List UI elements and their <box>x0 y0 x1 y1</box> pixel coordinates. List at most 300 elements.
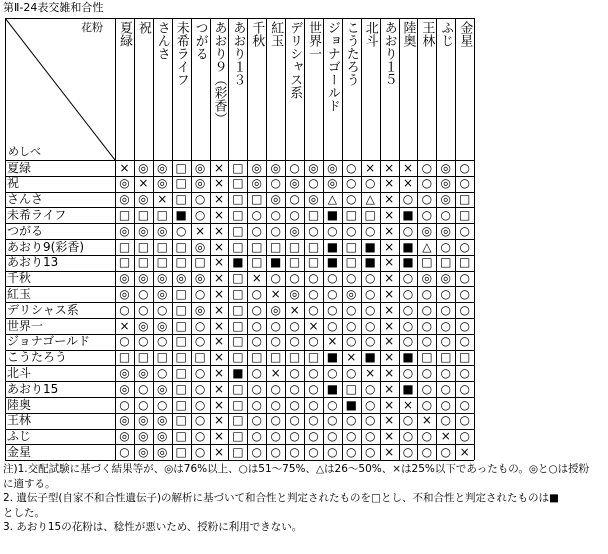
table-cell: ◎ <box>327 176 338 191</box>
table-cell: ◎ <box>157 444 168 459</box>
table-cell: × <box>213 160 225 175</box>
table-cell: ◎ <box>327 160 338 175</box>
table-cell: □ <box>175 381 187 396</box>
table-cell: ■ <box>364 350 376 365</box>
table-cell: □ <box>459 350 471 365</box>
table-cell: × <box>213 334 225 349</box>
table-cell: □ <box>118 255 131 270</box>
table-cell: □ <box>175 334 187 349</box>
table-cell: ○ <box>346 429 357 444</box>
table-cell: ○ <box>402 429 414 444</box>
table-cell: ○ <box>440 334 452 349</box>
table-cell: ◎ <box>289 286 300 301</box>
table-cell: × <box>119 160 130 175</box>
table-cell: ○ <box>251 334 263 349</box>
table-cell: □ <box>232 381 244 396</box>
column-header: 千秋 <box>249 21 265 47</box>
table-cell: ○ <box>194 429 206 444</box>
table-cell: ○ <box>421 207 433 222</box>
table-cell: ◎ <box>138 192 149 207</box>
table-cell: ○ <box>194 192 206 207</box>
table-cell: ◎ <box>138 160 149 175</box>
table-cell: ○ <box>270 413 281 428</box>
table-cell: ○ <box>138 381 149 396</box>
table-cell: ○ <box>251 397 263 412</box>
row-label: ジョナゴールド <box>7 334 91 349</box>
table-cell: × <box>270 365 281 380</box>
table-cell: ○ <box>289 334 300 349</box>
table-cell: ○ <box>440 397 452 412</box>
table-cell: ○ <box>270 334 281 349</box>
table-cell: □ <box>459 192 471 207</box>
table-cell: ○ <box>459 413 470 428</box>
row-label: 世界一 <box>7 318 44 333</box>
table-cell: × <box>384 334 395 349</box>
table-cell: ○ <box>440 302 452 317</box>
table-cell: × <box>384 350 395 365</box>
table-cell: ○ <box>270 318 281 333</box>
table-cell: □ <box>175 429 187 444</box>
table-cell: × <box>384 192 395 207</box>
note-line: 2. 遺伝子型(自家不和合性遺伝子)の解析に基づいて和合性と判定されたものを□とし、不和合性と判定されたものは■ <box>3 492 559 505</box>
table-cell: × <box>213 286 225 301</box>
table-cell: × <box>402 176 414 191</box>
table-cell: ◎ <box>346 286 357 301</box>
table-cell: ○ <box>459 286 470 301</box>
table-cell: × <box>213 255 225 270</box>
table-cell: ○ <box>289 429 300 444</box>
table-cell: ○ <box>364 302 376 317</box>
table-cell: × <box>213 365 225 380</box>
table-cell: ■ <box>402 207 414 222</box>
table-cell: □ <box>345 239 357 254</box>
table-cell: ○ <box>308 334 319 349</box>
table-cell: □ <box>307 350 320 365</box>
table-cell: ○ <box>308 381 319 396</box>
table-cell: ○ <box>194 365 206 380</box>
table-cell: ○ <box>346 318 357 333</box>
table-cell: ◎ <box>194 239 206 254</box>
table-cell: ○ <box>308 397 319 412</box>
table-cell: ○ <box>459 176 470 191</box>
table-cell: × <box>213 192 225 207</box>
table-cell: ○ <box>459 381 470 396</box>
note-line: に適する。 <box>3 477 56 490</box>
table-cell: ■ <box>232 255 244 270</box>
table-cell: ○ <box>402 286 414 301</box>
column-header: デリシャス系 <box>287 21 303 99</box>
table-cell: × <box>440 429 451 444</box>
table-cell: □ <box>175 176 187 191</box>
table-cell: ○ <box>364 286 376 301</box>
table-cell: □ <box>421 350 433 365</box>
table-cell: □ <box>270 239 282 254</box>
table-cell: ○ <box>289 381 300 396</box>
table-cell: □ <box>345 255 357 270</box>
table-cell: ■ <box>402 239 414 254</box>
table-cell: ◎ <box>157 429 168 444</box>
table-cell: ○ <box>289 160 300 175</box>
table-cell: ◎ <box>308 160 319 175</box>
table-cell: □ <box>307 207 320 222</box>
table-cell: ◎ <box>157 286 168 301</box>
table-cell: ○ <box>346 176 357 191</box>
table-cell: ◎ <box>138 223 149 238</box>
row-label: 夏緑 <box>7 160 32 175</box>
table-cell: ○ <box>308 271 319 286</box>
table-cell: ■ <box>364 255 376 270</box>
table-cell: × <box>384 207 395 222</box>
table-cell: □ <box>156 207 168 222</box>
table-cell: □ <box>232 302 244 317</box>
table-cell: ○ <box>270 397 281 412</box>
table-cell: ◎ <box>440 223 452 238</box>
table-cell: ○ <box>251 429 263 444</box>
table-cell: × <box>365 160 376 175</box>
table-cell: □ <box>307 239 320 254</box>
table-cell: × <box>213 413 225 428</box>
table-cell: ○ <box>459 318 470 333</box>
table-cell: ○ <box>421 444 433 459</box>
table-cell: ○ <box>270 444 281 459</box>
table-cell: ○ <box>289 397 300 412</box>
table-cell: □ <box>232 176 244 191</box>
table-cell: □ <box>251 239 263 254</box>
table-cell: ○ <box>440 207 452 222</box>
row-label: 北斗 <box>7 365 32 380</box>
table-cell: ○ <box>440 413 452 428</box>
table-cell: × <box>384 255 395 270</box>
table-cell: × <box>213 318 225 333</box>
row-label: ふじ <box>7 429 32 444</box>
table-cell: ○ <box>194 397 206 412</box>
table-cell: □ <box>232 286 244 301</box>
table-cell: ○ <box>421 365 433 380</box>
table-cell: ○ <box>194 413 206 428</box>
table-cell: □ <box>232 350 244 365</box>
table-cell: × <box>459 444 470 459</box>
table-cell: □ <box>175 444 187 459</box>
table-cell: ◎ <box>194 271 206 286</box>
table-cell: ◎ <box>289 176 300 191</box>
table-cell: ◎ <box>119 286 130 301</box>
table-cell: ○ <box>327 365 338 380</box>
table-cell: ○ <box>308 429 319 444</box>
table-cell: ○ <box>346 223 357 238</box>
table-cell: ○ <box>289 318 300 333</box>
table-cell: □ <box>175 365 187 380</box>
table-cell: ◎ <box>157 381 168 396</box>
table-cell: ◎ <box>251 160 263 175</box>
table-cell: □ <box>345 381 357 396</box>
table-cell: ○ <box>421 176 433 191</box>
table-cell: ○ <box>440 381 452 396</box>
table-cell: □ <box>118 239 131 254</box>
table-cell: ○ <box>346 302 357 317</box>
table-cell: ○ <box>440 365 452 380</box>
table-cell: ○ <box>308 302 319 317</box>
column-header: 王林 <box>419 21 435 47</box>
table-cell: ○ <box>402 302 414 317</box>
row-label: 金星 <box>7 444 32 459</box>
table-cell: ◎ <box>138 271 149 286</box>
table-cell: ○ <box>459 397 470 412</box>
table-cell: × <box>157 192 168 207</box>
table-cell: ◎ <box>157 271 168 286</box>
table-cell: ■ <box>326 207 339 222</box>
table-cell: □ <box>156 255 168 270</box>
table-cell: ○ <box>346 334 357 349</box>
table-cell: ○ <box>327 397 338 412</box>
row-label: さんさ <box>7 192 44 207</box>
table-cell: □ <box>194 350 206 365</box>
table-cell: ■ <box>402 255 414 270</box>
table-cell: □ <box>137 239 150 254</box>
table-cell: × <box>213 223 225 238</box>
corner-label-pollen: 花粉 <box>81 21 103 34</box>
table-cell: × <box>384 429 395 444</box>
table-cell: × <box>384 302 395 317</box>
corner-label-pistil: めしべ <box>8 145 41 158</box>
table-cell: × <box>384 381 395 396</box>
table-cell: ◎ <box>270 160 281 175</box>
table-cell: ○ <box>459 334 470 349</box>
table-cell: ○ <box>421 286 433 301</box>
table-cell: ■ <box>402 350 414 365</box>
table-cell: ○ <box>251 286 263 301</box>
table-cell: ◎ <box>270 302 281 317</box>
column-header: 紅玉 <box>268 21 284 47</box>
table-cell: ◎ <box>440 160 452 175</box>
table-cell: □ <box>232 239 244 254</box>
column-header: あおり９（彩香） <box>211 21 227 125</box>
table-cell: ○ <box>459 365 470 380</box>
row-label: 紅玉 <box>7 286 32 301</box>
table-cell: □ <box>232 207 244 222</box>
table-cell: × <box>213 397 225 412</box>
table-cell: ○ <box>327 429 338 444</box>
table-cell: ◎ <box>157 160 168 175</box>
table-cell: ○ <box>364 397 376 412</box>
table-cell: ○ <box>327 286 338 301</box>
table-cell: □ <box>270 350 282 365</box>
table-cell: ○ <box>364 444 376 459</box>
table-cell: ○ <box>270 223 281 238</box>
table-cell: ○ <box>440 444 452 459</box>
table-cell: □ <box>118 350 131 365</box>
table-cell: ○ <box>327 271 338 286</box>
table-cell: ○ <box>402 271 414 286</box>
table-cell: × <box>213 302 225 317</box>
table-cell: ○ <box>251 444 263 459</box>
table-cell: × <box>346 350 357 365</box>
table-cell: ○ <box>119 302 130 317</box>
table-cell: ◎ <box>270 192 281 207</box>
column-header: さんさ <box>154 21 170 60</box>
table-cell: □ <box>232 429 244 444</box>
table-cell: □ <box>175 318 187 333</box>
table-cell: × <box>384 397 395 412</box>
table-cell: ○ <box>157 302 168 317</box>
row-label: 千秋 <box>7 271 32 286</box>
column-header: 祝 <box>135 21 151 34</box>
table-cell: □ <box>232 192 244 207</box>
table-cell: □ <box>232 271 244 286</box>
table-cell: ○ <box>119 397 130 412</box>
table-cell: ○ <box>289 365 300 380</box>
table-cell: □ <box>345 207 357 222</box>
table-cell: □ <box>137 207 150 222</box>
column-header: あおり１３ <box>230 21 246 86</box>
table-cell: ○ <box>175 223 187 238</box>
table-cell: ◎ <box>119 413 130 428</box>
table-cell: ○ <box>194 207 206 222</box>
row-label: つがる <box>7 223 44 238</box>
table-cell: □ <box>307 255 320 270</box>
row-label: あおり15 <box>7 381 59 396</box>
table-cell: ○ <box>346 192 357 207</box>
table-cell: × <box>402 397 414 412</box>
table-cell: × <box>384 176 395 191</box>
table-cell: ○ <box>194 381 206 396</box>
row-label: デリシャス系 <box>7 302 79 317</box>
table-cell: □ <box>175 192 187 207</box>
table-cell: ○ <box>138 397 149 412</box>
table-cell: □ <box>232 223 244 238</box>
table-cell: ○ <box>364 334 376 349</box>
table-cell: ○ <box>421 160 433 175</box>
table-cell: ○ <box>402 318 414 333</box>
table-cell: × <box>270 286 281 301</box>
table-cell: □ <box>440 350 452 365</box>
table-cell: × <box>213 381 225 396</box>
table-cell: ○ <box>270 176 281 191</box>
table-cell: ◎ <box>440 176 452 191</box>
table-cell: ○ <box>157 397 168 412</box>
table-cell: ○ <box>327 223 338 238</box>
table-cell: ◎ <box>157 223 168 238</box>
table-cell: × <box>384 160 395 175</box>
table-cell: ○ <box>270 429 281 444</box>
table-cell: ■ <box>326 381 339 396</box>
column-header: 北斗 <box>362 21 378 47</box>
table-cell: ○ <box>402 444 414 459</box>
table-cell: ○ <box>364 176 376 191</box>
table-cell: □ <box>156 239 168 254</box>
table-cell: ○ <box>327 444 338 459</box>
corner-diagonal <box>5 18 115 160</box>
table-cell: ◎ <box>440 192 452 207</box>
table-cell: ○ <box>364 413 376 428</box>
table-cell: □ <box>251 192 263 207</box>
table-cell: ○ <box>194 334 206 349</box>
table-cell: ○ <box>346 413 357 428</box>
row-label: あおり9(彩香) <box>7 239 84 254</box>
table-cell: ◎ <box>138 318 149 333</box>
table-cell: ○ <box>327 302 338 317</box>
table-cell: ○ <box>459 223 470 238</box>
table-cell: ○ <box>194 286 206 301</box>
table-cell: ○ <box>289 413 300 428</box>
table-cell: ◎ <box>119 365 130 380</box>
table-cell: ○ <box>364 271 376 286</box>
note-line: とした。 <box>3 506 45 519</box>
table-cell: □ <box>175 350 187 365</box>
table-cell: ○ <box>194 318 206 333</box>
table-cell: ○ <box>157 365 168 380</box>
table-title: 第Ⅱ-24表交雑和合性 <box>3 1 104 14</box>
table-cell: ○ <box>421 192 433 207</box>
table-cell: ○ <box>421 397 433 412</box>
table-cell: ◎ <box>175 271 187 286</box>
row-label: 未希ライフ <box>7 207 67 222</box>
table-cell: ◎ <box>194 176 206 191</box>
table-cell: ○ <box>459 160 470 175</box>
table-cell: ○ <box>289 207 300 222</box>
column-header: 世界一 <box>306 21 321 60</box>
table-cell: □ <box>194 255 206 270</box>
table-cell: ◎ <box>119 429 130 444</box>
table-cell: ○ <box>364 381 376 396</box>
table-cell: △ <box>422 239 432 254</box>
column-header: つがる <box>192 21 208 60</box>
table-cell: ■ <box>326 239 339 254</box>
table-cell: ◎ <box>421 271 433 286</box>
table-cell: ○ <box>157 334 168 349</box>
table-cell: ◎ <box>119 381 130 396</box>
column-header: 陸奥 <box>400 21 416 47</box>
table-cell: □ <box>175 239 187 254</box>
table-cell: × <box>213 271 225 286</box>
table-cell: ○ <box>251 318 263 333</box>
table-cell: ○ <box>194 444 206 459</box>
table-cell: × <box>421 413 432 428</box>
table-cell: □ <box>288 239 301 254</box>
table-cell: ○ <box>119 444 130 459</box>
table-cell: × <box>384 365 395 380</box>
table-cell: × <box>251 271 262 286</box>
table-cell: ○ <box>308 413 319 428</box>
table-cell: × <box>195 223 206 238</box>
table-cell: × <box>138 176 149 191</box>
table-cell: □ <box>175 302 187 317</box>
table-cell: □ <box>232 334 244 349</box>
column-header: 金星 <box>457 21 473 47</box>
table-cell: × <box>384 444 395 459</box>
table-cell: ○ <box>346 444 357 459</box>
table-cell: □ <box>175 286 187 301</box>
table-cell: × <box>384 271 395 286</box>
table-cell: ◎ <box>119 176 130 191</box>
table-cell: ○ <box>346 365 357 380</box>
table-cell: ◎ <box>421 223 433 238</box>
table-cell: ■ <box>326 350 339 365</box>
table-cell: ○ <box>364 318 376 333</box>
table-cell: × <box>308 318 319 333</box>
column-header: 未希ライフ <box>173 21 189 86</box>
grid-vline <box>474 18 475 460</box>
column-header: こうたろう <box>343 21 359 86</box>
table-cell: ◎ <box>194 160 206 175</box>
table-cell: □ <box>288 255 301 270</box>
note-line: 注)1.交配試験に基づく結果等が、◎は76%以上、○は51～75%、△は26～50%、×は25%以下であったもの。◎と○は授粉 <box>3 463 590 476</box>
table-cell: ○ <box>364 429 376 444</box>
column-header: ふじ <box>438 21 454 47</box>
table-cell: × <box>289 302 300 317</box>
table-cell: ○ <box>308 286 319 301</box>
table-cell: ○ <box>270 271 281 286</box>
table-cell: ○ <box>308 176 319 191</box>
